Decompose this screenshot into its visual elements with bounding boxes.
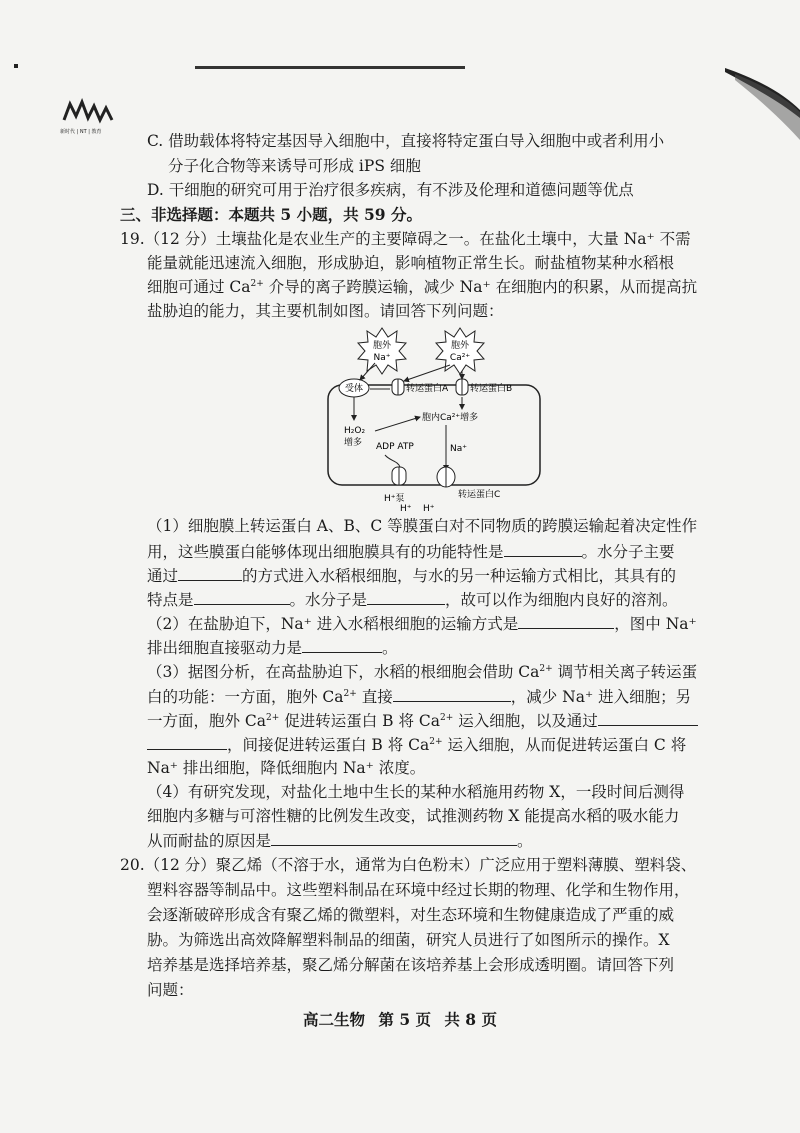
- q19-3-line1: （3）据图分析，在高盐胁迫下，水稻的根细胞会借助 $Ca^{2+}$ 调节相关离子转运蛋: [147, 663, 698, 681]
- page-footer: [0, 1008, 800, 1030]
- burst-na-label1: 胞外: [372, 341, 392, 351]
- protein-b-label: 转运蛋白B: [470, 384, 513, 394]
- q19-line3: 细胞可通过 $Ca^{2+}$ 介导的离子跨膜运输，减少 Na⁺ 在细胞内的积累，从而提高抗: [147, 278, 698, 296]
- adp-atp-label: ADP ATP: [376, 442, 414, 452]
- footer-subject: 高二生物: [303, 1010, 366, 1029]
- q19-1-line3: 通过 的方式进入水稻根细胞，与水的另一种运输方式相比，其具有的: [147, 567, 677, 585]
- burst-ca-label1: 胞外: [450, 341, 470, 351]
- logo-text: 新时代 | NT | 教育: [60, 129, 102, 135]
- logo: [60, 98, 116, 135]
- option-c-line2: 分子化合物等来诱导可形成 iPS 细胞: [168, 157, 421, 175]
- q20-line1: 20.（12 分）聚乙烯（不溶于水，通常为白色粉末）广泛应用于塑料薄膜、塑料袋、: [120, 856, 697, 874]
- burst-ca-label2: Ca²⁺: [449, 353, 471, 363]
- q19-1-line4: 特点是 。水分子是 ，故可以作为细胞内良好的溶剂。: [147, 591, 678, 609]
- footer-page: 第 5 页: [378, 1010, 431, 1029]
- scan-shadow: [0, 0, 800, 140]
- q19-3-line4: ，间接促进转运蛋白 B 将 $Ca^{2+}$ 运入细胞，从而促进转运蛋白 C 将: [147, 734, 686, 755]
- q19-3-line3: 一方面，胞外 $Ca^{2+}$ 促进转运蛋白 B 将 $Ca^{2+}$ 运入细胞，以及通过: [147, 710, 698, 731]
- q19-4-line1: （4）有研究发现，对盐化土地中生长的某种水稻施用药物 X，一段时间后测得: [147, 783, 685, 801]
- q19-3-line2: 白的功能：一方面，胞外 $Ca^{2+}$ 直接 ，减少 Na⁺ 进入细胞；另: [147, 688, 692, 706]
- h2o2-label2: 增多: [344, 438, 363, 448]
- q19-2-line2: 排出细胞直接驱动力是 。: [147, 639, 398, 657]
- q20-line2: 塑料容器等制品中。这些塑料制品在环境中经过长期的物理、化学和生物作用，: [147, 881, 690, 899]
- option-c-line1: C. 借助载体将特定基因导入细胞中，直接将特定蛋白导入细胞中或者利用小: [147, 132, 665, 150]
- top-rule: [195, 66, 465, 69]
- h-out-label1: H⁺: [423, 504, 435, 514]
- h-pump-label: H⁺泵: [384, 494, 405, 504]
- q19-1-line2: 用，这些膜蛋白能够体现出细胞膜具有的功能特性是 。水分子主要: [147, 543, 675, 561]
- q19-line2: 能量就能迅速流入细胞，形成胁迫，影响植物正常生长。耐盐植物某种水稻根: [147, 254, 675, 272]
- mechanism-diagram: [320, 325, 550, 515]
- q19-1-line1: （1）细胞膜上转运蛋白 A、B、C 等膜蛋白对不同物质的跨膜运输起着决定性作: [147, 517, 698, 535]
- burst-na: [358, 328, 406, 374]
- q20-line4: 胁。为筛选出高效降解塑料制品的细菌，研究人员进行了如图所示的操作。X: [147, 931, 670, 949]
- protein-c-label: 转运蛋白C: [458, 490, 501, 500]
- q20-line5: 培养基是选择培养基，聚乙烯分解菌在该培养基上会形成透明圈。请回答下列: [147, 956, 675, 974]
- q20-line6: 问题：: [147, 981, 194, 999]
- q19-4-line3: 从而耐盐的原因是 。: [147, 832, 533, 850]
- na-inside-label: Na⁺: [450, 444, 467, 454]
- q19-line1: 19.（12 分）土壤盐化是农业生产的主要障碍之一。在盐化土壤中，大量 Na⁺ 不需: [120, 230, 691, 248]
- q19-2-line1: （2）在盐胁迫下，Na⁺ 进入水稻根细胞的运输方式是 ，图中 Na⁺: [147, 615, 697, 633]
- burst-na-label2: Na⁺: [373, 353, 391, 363]
- option-d: D. 干细胞的研究可用于治疗很多疾病，有不涉及伦理和道德问题等优点: [147, 181, 634, 199]
- q19-4-line2: 细胞内多糖与可溶性糖的比例发生改变，试推测药物 X 能提高水稻的吸水能力: [147, 807, 680, 825]
- h2o2-label: H₂O₂: [344, 426, 366, 436]
- h-out-label2: H⁺: [400, 504, 412, 514]
- ca-inside-label: 胞内Ca²⁺增多: [422, 413, 479, 423]
- q19-line4: 盐胁迫的能力，其主要机制如图。请回答下列问题：: [147, 302, 504, 320]
- section-heading: 三、非选择题：本题共 5 小题，共 59 分。: [120, 205, 422, 224]
- q20-line3: 会逐渐破碎形成含有聚乙烯的微塑料，对生态环境和生物健康造成了严重的威: [147, 906, 675, 924]
- receptor-label: 受体: [344, 384, 364, 394]
- protein-a-label: 转运蛋白A: [406, 384, 449, 394]
- footer-total: 共 8 页: [444, 1010, 497, 1029]
- q19-3-line5: Na⁺ 排出细胞，降低细胞内 Na⁺ 浓度。: [147, 759, 426, 777]
